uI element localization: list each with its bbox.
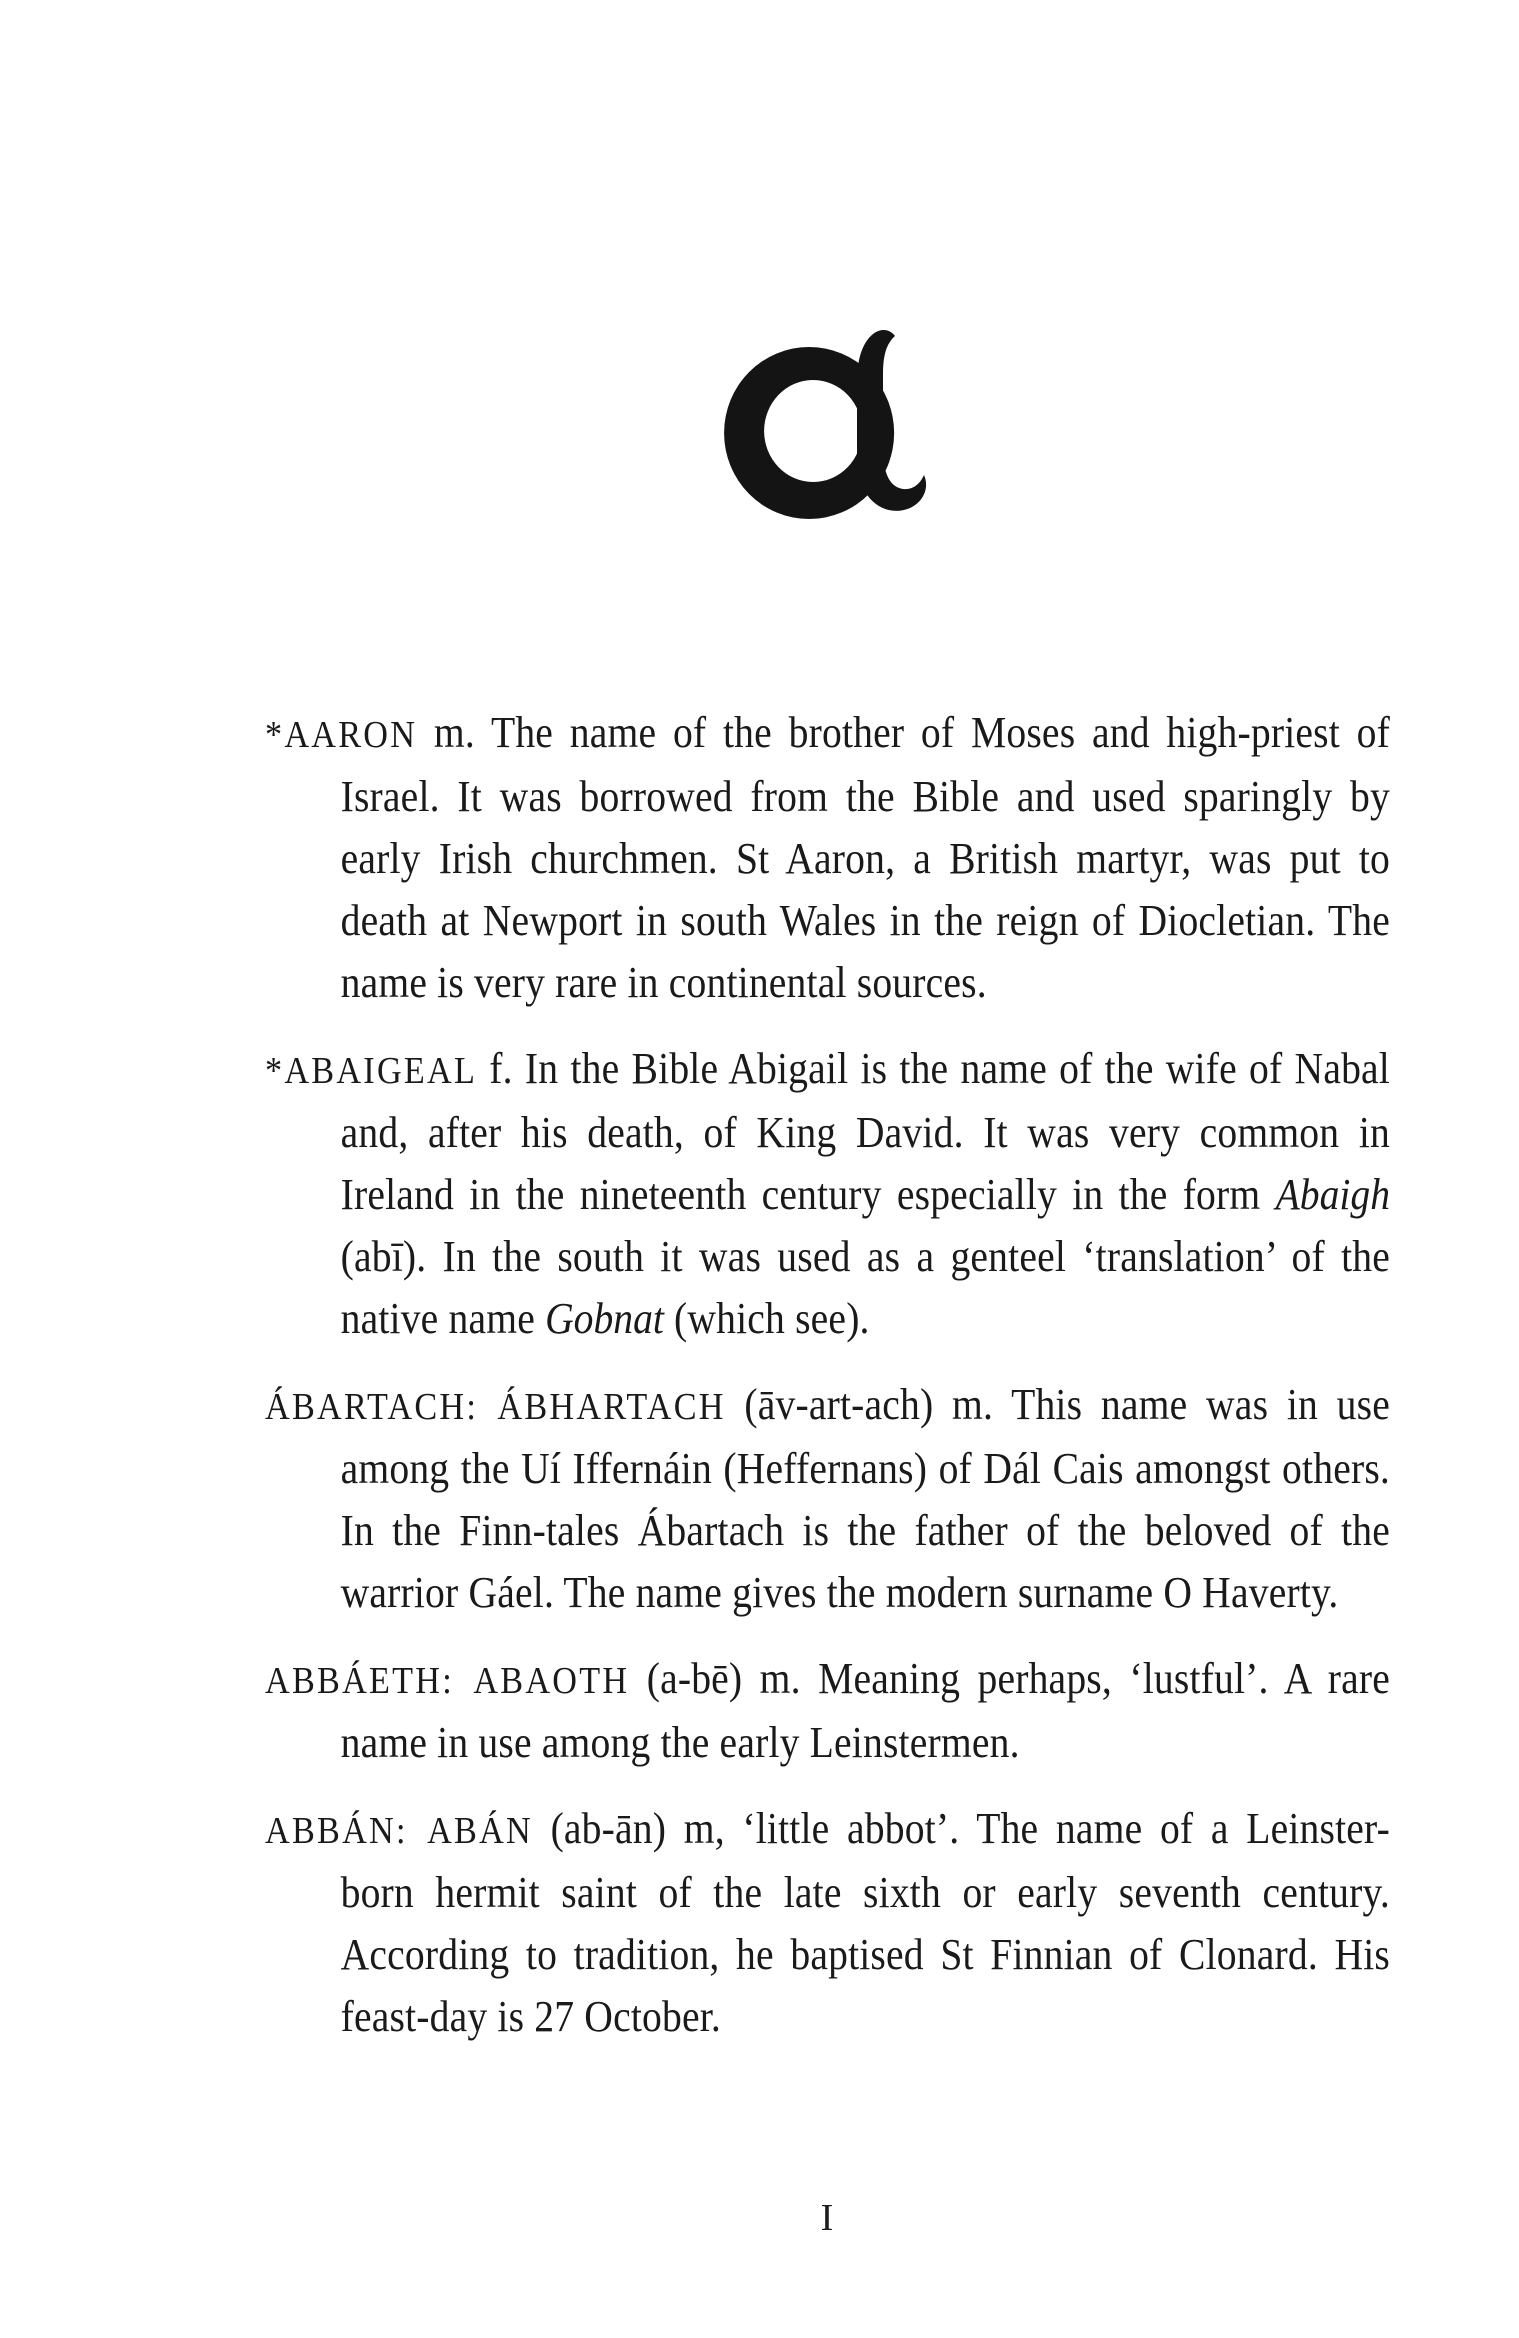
entry-headword: ABBÁN: ABÁN [265,1810,533,1852]
dictionary-entries [265,702,1390,2048]
entry-text: (which see). [663,1294,870,1343]
dictionary-entry-abbaeth [265,1648,1390,1774]
entry-headword: ÁBARTACH: ÁBHARTACH [265,1386,726,1428]
dictionary-entry-aaron [265,702,1390,1014]
entry-text: m. The name of the brother of Moses and high-priest of Israel. It was borrowed from the Bible and used sparingly by early Irish churchmen. St Aaron, a British martyr, was put to death at Newport in south Wales in the reign of Diocletian. The name is very rare in continental sources. [340,708,1391,1007]
dictionary-entry-abban [265,1798,1390,2048]
entry-headword: *ABAIGEAL [265,1050,478,1092]
entry-text: Gobnat [545,1294,664,1343]
entry-text: Abaigh [1275,1170,1390,1219]
entry-text: (a-bē) m. Meaning perhaps, ‘lustful’. A rare name in use among the early Leinstermen. [340,1654,1390,1767]
section-letter [265,330,1390,520]
entry-text: (ab-ān) m, ‘little abbot’. The name of a Leinster-born hermit saint of the late sixth or early seventh century. According to tradition, he baptised St Finnian of Clonard. His feast-day is 27 October. [340,1804,1391,2041]
entry-text: f. In the Bible Abigail is the name of the wife of Nabal and, after his death, of King David. It was very common in Ireland in the nineteenth century especially in the form [340,1044,1391,1219]
drop-cap-letter-a-icon [723,330,933,520]
page-number: I [820,2197,835,2239]
entry-headword: *AARON [265,714,418,756]
dictionary-entry-abaigeal [265,1038,1390,1350]
entry-text: (āv-art-ach) m. This name was in use among the Uí Iffernáin (Heffernans) of Dál Cais amongst others. In the Finn-tales Ábartach is the father of the beloved of the warrior Gáel. The name gives the modern surname O Haverty. [340,1380,1391,1617]
entry-text: (abī). In the south it was used as a genteel ‘translation’ of the native name [340,1232,1391,1343]
entry-headword: ABBÁETH: ABAOTH [265,1660,630,1702]
dictionary-entry-abartach [265,1374,1390,1624]
